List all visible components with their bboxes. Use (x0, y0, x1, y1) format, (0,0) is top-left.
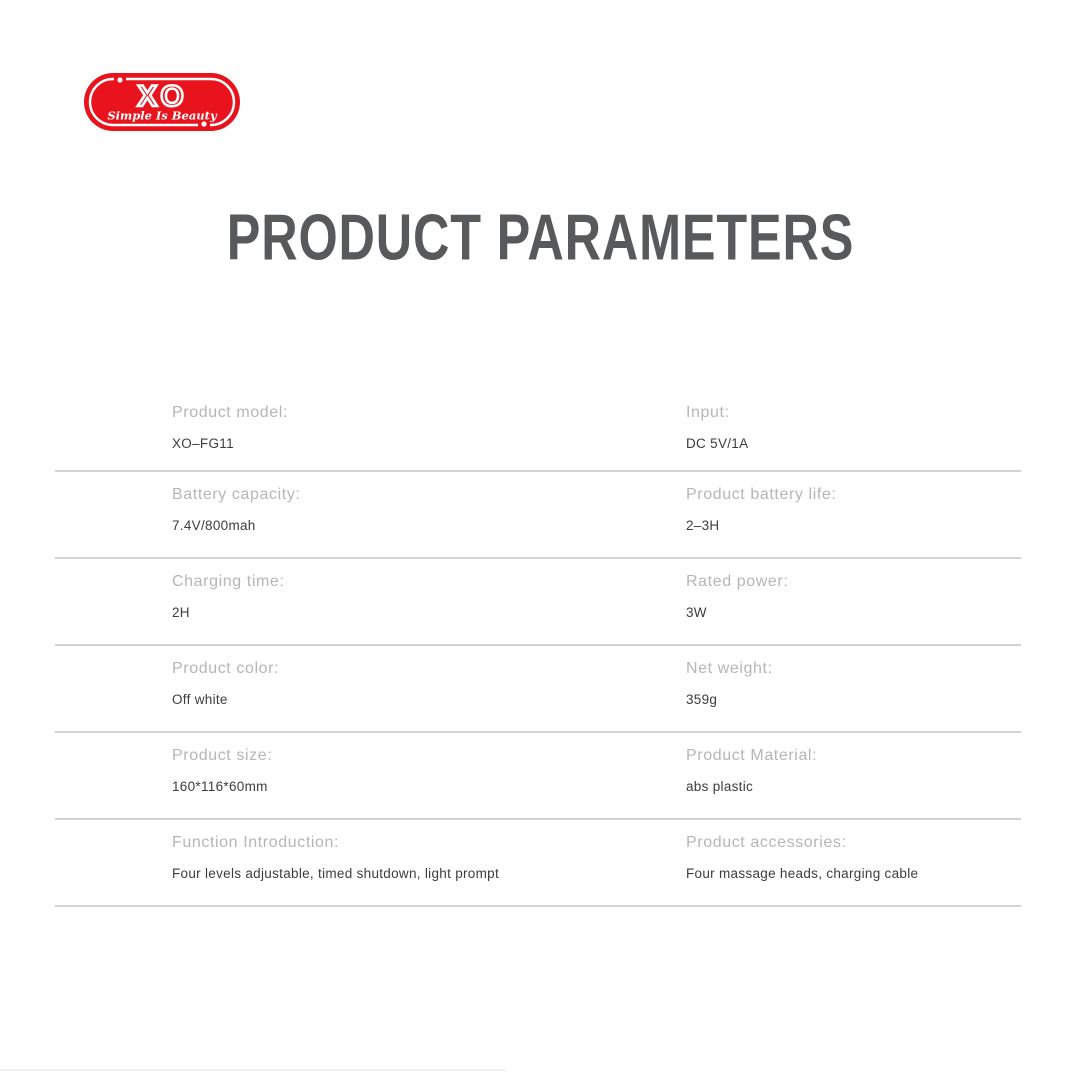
spec-value: 3W (686, 605, 707, 620)
spec-row-color-weight (55, 646, 1021, 733)
svg-text:XO: XO (137, 80, 187, 113)
spec-label: Product size: (172, 747, 273, 764)
spec-value: XO–FG11 (172, 436, 234, 451)
spec-value: 160*116*60mm (172, 779, 268, 794)
spec-label: Battery capacity: (172, 486, 301, 503)
spec-cell-charging-time (55, 559, 686, 644)
spec-cell-input (686, 390, 1021, 470)
spec-label: Function Introduction: (172, 834, 340, 851)
spec-cell-battery-life (686, 472, 1021, 557)
spec-cell-product-model (55, 390, 686, 470)
spec-row-size-material (55, 733, 1021, 820)
spec-value: 2H (172, 605, 190, 620)
bottom-divider-line (0, 1069, 505, 1071)
spec-table (55, 390, 1021, 907)
spec-value: Four levels adjustable, timed shutdown, light prompt (172, 866, 500, 881)
spec-cell-battery-capacity (55, 472, 686, 557)
spec-row-function-accessories (55, 820, 1021, 907)
spec-value: 7.4V/800mah (172, 518, 256, 533)
spec-value: abs plastic (686, 779, 754, 794)
spec-label: Product color: (172, 660, 280, 677)
spec-cell-net-weight (686, 646, 1021, 731)
spec-label: Product Material: (686, 747, 818, 764)
spec-cell-function-introduction (55, 820, 686, 905)
spec-cell-product-color (55, 646, 686, 731)
xo-brand-logo (84, 73, 240, 131)
spec-label: Product model: (172, 404, 289, 421)
spec-value: 359g (686, 692, 718, 707)
title-container (0, 203, 1080, 272)
spec-value: Off white (172, 692, 228, 707)
spec-row-model-input (55, 390, 1021, 472)
spec-value: DC 5V/1A (686, 436, 749, 451)
spec-label: Net weight: (686, 660, 773, 677)
spec-label: Rated power: (686, 573, 789, 590)
spec-value: 2–3H (686, 518, 720, 533)
spec-cell-rated-power (686, 559, 1021, 644)
spec-value: Four massage heads, charging cable (686, 866, 919, 881)
spec-label: Charging time: (172, 573, 285, 590)
page-title: PRODUCT PARAMETERS (226, 201, 854, 274)
spec-label: Product accessories: (686, 834, 847, 851)
spec-label: Product battery life: (686, 486, 837, 503)
spec-cell-product-size (55, 733, 686, 818)
spec-cell-product-accessories (686, 820, 1021, 905)
spec-row-battery-life (55, 472, 1021, 559)
spec-row-charging-power (55, 559, 1021, 646)
spec-cell-product-material (686, 733, 1021, 818)
spec-label: Input: (686, 404, 730, 421)
xo-logo-graphic (84, 73, 240, 131)
svg-text:Simple Is Beauty: Simple Is Beauty (107, 108, 217, 123)
